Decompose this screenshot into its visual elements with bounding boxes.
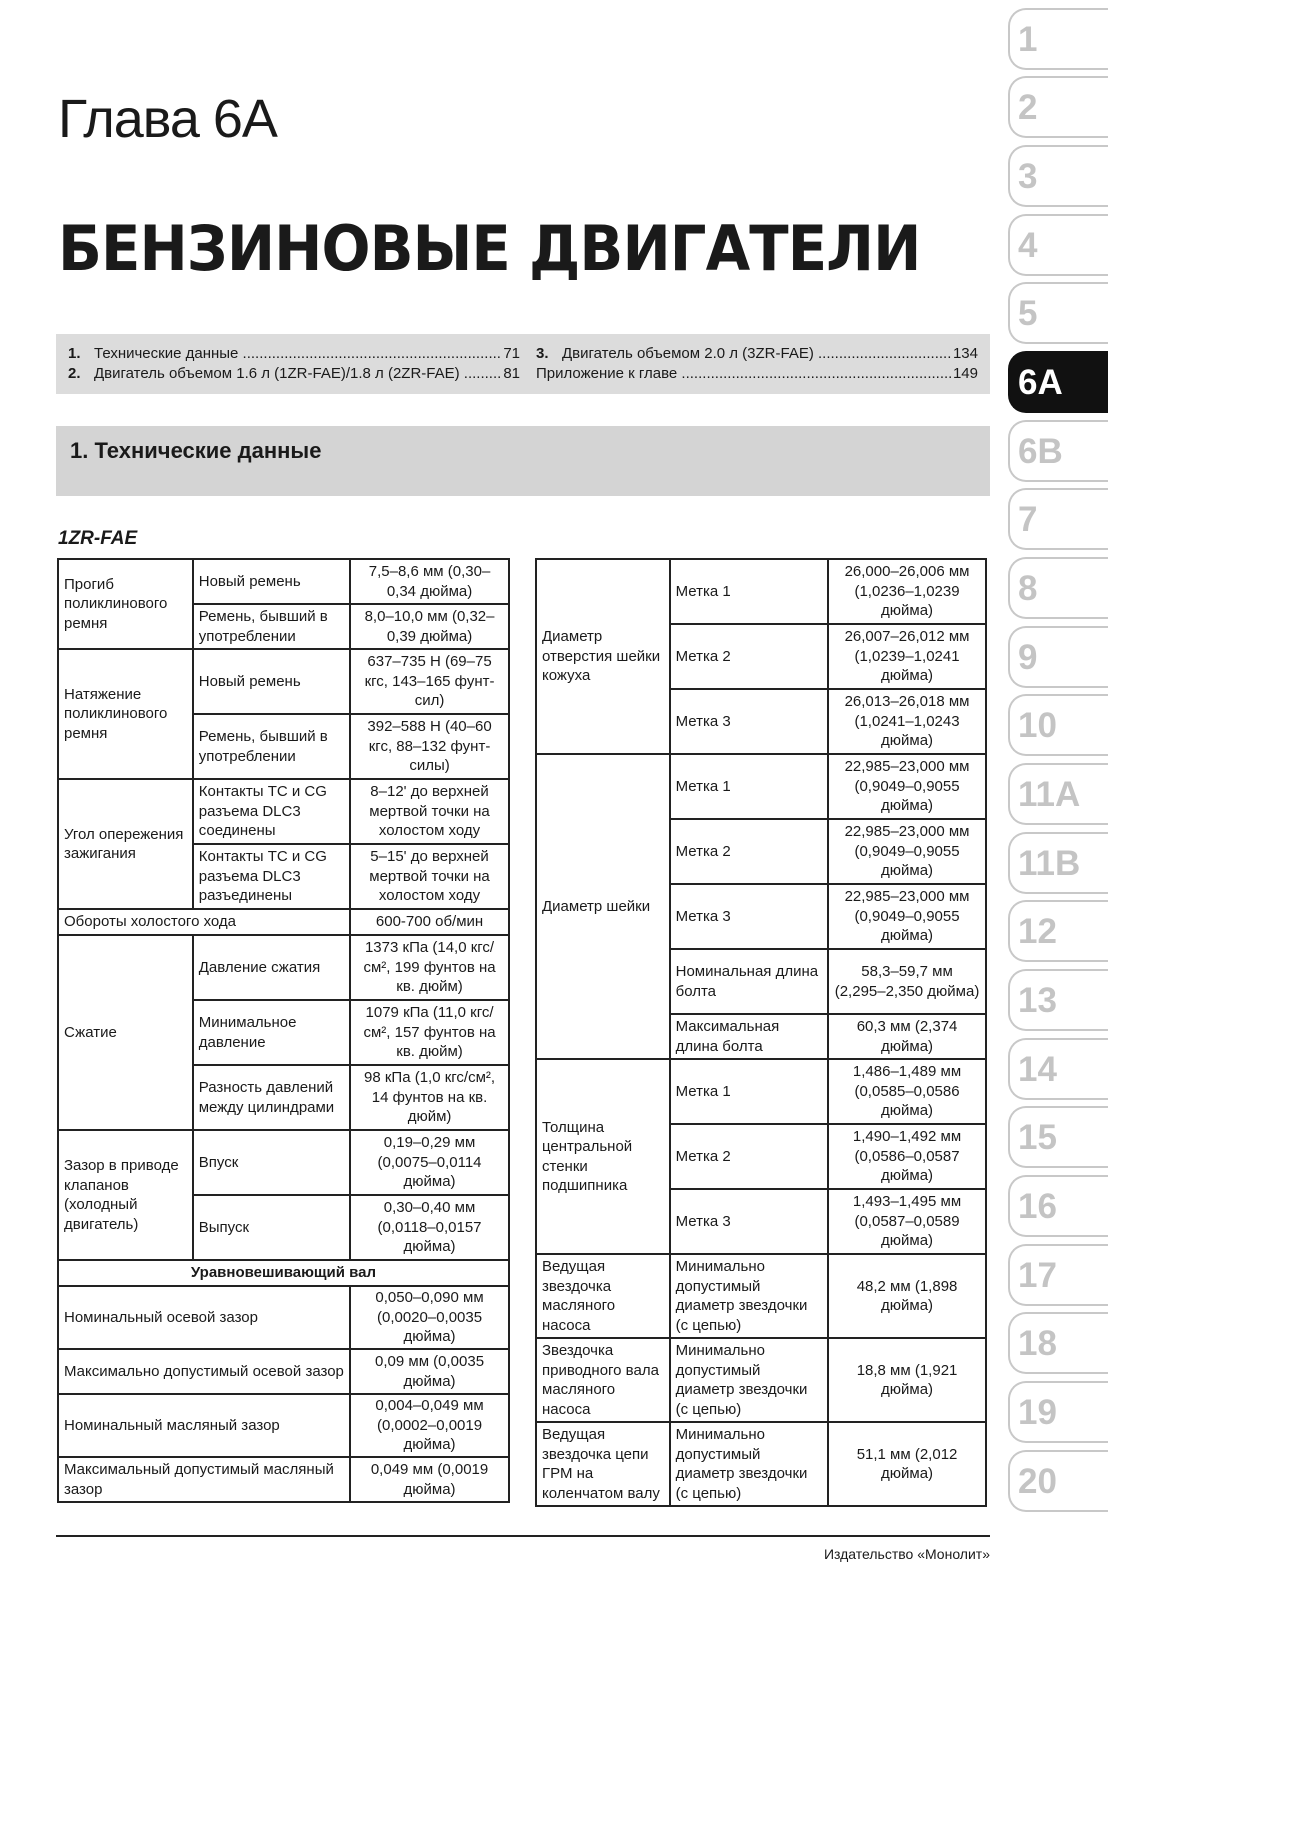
chapter-tab[interactable] <box>1008 763 1108 825</box>
param-sub: Номинальная длина болта <box>670 949 828 1014</box>
table-subheader: Уравновешивающий вал <box>58 1260 509 1286</box>
param-value: 5–15' до верхней мертвой точки на холостом ходу <box>350 844 509 909</box>
tab-label: 14 <box>1018 1050 1057 1089</box>
param-value: 0,09 мм (0,0035 дюйма) <box>350 1349 509 1394</box>
chapter-tab[interactable] <box>1008 488 1108 550</box>
footer-divider <box>56 1535 990 1537</box>
toc-text: Двигатель объемом 2.0 л (3ZR-FAE) ..... <box>562 344 951 364</box>
param-sub: Контакты ТС и CG разъема DLC3 разъединены <box>193 844 350 909</box>
param-label: Ведущая звездочка цепи ГРМ на коленчатом валу <box>536 1422 670 1506</box>
publisher-footer: Издательство «Монолит» <box>823 1546 990 1562</box>
param-label: Сжатие <box>58 935 193 1130</box>
table-row <box>58 935 509 1000</box>
param-label: Номинальный масляный зазор <box>58 1394 350 1457</box>
param-label: Диаметр шейки <box>536 754 670 1059</box>
param-sub: Впуск <box>193 1130 350 1195</box>
tab-label: 13 <box>1018 981 1057 1020</box>
param-value: 1,493–1,495 мм (0,0587–0,0589 дюйма) <box>828 1189 986 1254</box>
chapter-tab[interactable] <box>1008 1312 1108 1374</box>
tab-label: 11А <box>1018 775 1081 814</box>
toc-text: Приложение к главе ..... <box>536 364 951 384</box>
table-row <box>58 649 509 714</box>
tab-label: 1 <box>1018 20 1038 59</box>
tab-label: 11В <box>1018 844 1081 883</box>
param-value: 1079 кПа (11,0 кгс/см², 157 фунтов на кв. дюйм) <box>350 1000 509 1065</box>
table-row <box>58 1349 509 1394</box>
chapter-tab[interactable] <box>1008 214 1108 276</box>
toc-page: 149 <box>952 365 978 382</box>
param-value: 0,19–0,29 мм (0,0075–0,0114 дюйма) <box>350 1130 509 1195</box>
param-label: Ведущая звездочка масляного насоса <box>536 1254 670 1338</box>
toc-text: Двигатель объемом 1.6 л (1ZR-FAE)/1.8 л (2ZR-FAE) ..... <box>94 364 501 384</box>
tab-label: 15 <box>1018 1118 1057 1157</box>
param-label: Обороты холостого хода <box>58 909 350 935</box>
table-row <box>58 1394 509 1457</box>
table-row <box>536 1059 986 1124</box>
param-sub: Минимально допустимый диаметр звездочки (с цепью) <box>670 1338 828 1422</box>
table-row <box>536 754 986 819</box>
toc-entry[interactable] <box>536 344 978 364</box>
param-value: 7,5–8,6 мм (0,30–0,34 дюйма) <box>350 559 509 604</box>
table-row <box>58 909 509 935</box>
param-sub: Минимально допустимый диаметр звездочки (с цепью) <box>670 1254 828 1338</box>
param-value: 26,000–26,006 мм (1,0236–1,0239 дюйма) <box>828 559 986 624</box>
tab-label: 9 <box>1018 638 1038 677</box>
engine-code: 1ZR-FAE <box>58 528 138 549</box>
toc-number: 1. <box>68 345 81 362</box>
tab-label: 3 <box>1018 157 1038 196</box>
toc-page: 71 <box>503 345 520 362</box>
param-label: Прогиб поликлинового ремня <box>58 559 193 649</box>
param-label: Звездочка приводного вала масляного насоса <box>536 1338 670 1422</box>
toc-entry[interactable] <box>68 364 520 384</box>
param-value: 0,004–0,049 мм (0,0002–0,0019 дюйма) <box>350 1394 509 1457</box>
toc-entry[interactable] <box>536 364 978 384</box>
param-value: 600-700 об/мин <box>350 909 509 935</box>
chapter-tab[interactable] <box>1008 145 1108 207</box>
tab-label: 16 <box>1018 1187 1057 1226</box>
param-sub: Новый ремень <box>193 559 350 604</box>
chapter-label: Глава 6А <box>58 89 277 149</box>
tab-label: 20 <box>1018 1462 1057 1501</box>
param-value: 392–588 Н (40–60 кгс, 88–132 фунт-силы) <box>350 714 509 779</box>
param-value: 18,8 мм (1,921 дюйма) <box>828 1338 986 1422</box>
toc-entry[interactable] <box>68 344 520 364</box>
param-value: 22,985–23,000 мм (0,9049–0,9055 дюйма) <box>828 754 986 819</box>
param-label: Натяжение поликлинового ремня <box>58 649 193 779</box>
param-sub: Метка 1 <box>670 754 828 819</box>
tab-label: 2 <box>1018 88 1038 127</box>
chapter-tab[interactable] <box>1008 557 1108 619</box>
table-row <box>58 1457 509 1502</box>
chapter-tab[interactable] <box>1008 1244 1108 1306</box>
chapter-tab[interactable] <box>1008 76 1108 138</box>
chapter-tab[interactable] <box>1008 969 1108 1031</box>
param-value: 8–12' до верхней мертвой точки на холостом ходу <box>350 779 509 844</box>
tab-label: 6А <box>1018 363 1063 402</box>
param-sub: Метка 3 <box>670 1189 828 1254</box>
param-value: 0,049 мм (0,0019 дюйма) <box>350 1457 509 1502</box>
param-value: 26,007–26,012 мм (1,0239–1,0241 дюйма) <box>828 624 986 689</box>
page-title: БЕНЗИНОВЫЕ ДВИГАТЕЛИ <box>58 212 921 285</box>
toc-text: Технические данные ..... <box>94 344 501 364</box>
chapter-tab[interactable] <box>1008 282 1108 344</box>
tab-label: 6В <box>1018 432 1063 471</box>
table-row <box>58 559 509 604</box>
param-value: 1373 кПа (14,0 кгс/см², 199 фунтов на кв. дюйм) <box>350 935 509 1000</box>
param-value: 1,486–1,489 мм (0,0585–0,0586 дюйма) <box>828 1059 986 1124</box>
param-value: 58,3–59,7 мм (2,295–2,350 дюйма) <box>828 949 986 1014</box>
param-value: 8,0–10,0 мм (0,32–0,39 дюйма) <box>350 604 509 649</box>
table-row <box>58 779 509 844</box>
chapter-tab-active[interactable] <box>1008 351 1108 413</box>
tab-label: 12 <box>1018 912 1057 951</box>
param-sub: Новый ремень <box>193 649 350 714</box>
tab-label: 10 <box>1018 706 1057 745</box>
param-label: Диаметр отверстия шейки кожуха <box>536 559 670 754</box>
chapter-tab[interactable] <box>1008 900 1108 962</box>
param-label: Максимальный допустимый масляный зазор <box>58 1457 350 1502</box>
tab-label: 8 <box>1018 569 1038 608</box>
chapter-tab[interactable] <box>1008 1175 1108 1237</box>
chapter-tab[interactable] <box>1008 1381 1108 1443</box>
tab-label: 7 <box>1018 500 1038 539</box>
table-row <box>536 1422 986 1506</box>
param-sub: Давление сжатия <box>193 935 350 1000</box>
spec-table-left <box>57 558 510 1503</box>
param-sub: Метка 2 <box>670 819 828 884</box>
param-sub: Минимальное давление <box>193 1000 350 1065</box>
param-value: 637–735 Н (69–75 кгс, 143–165 фунт-сил) <box>350 649 509 714</box>
tab-label: 17 <box>1018 1256 1057 1295</box>
param-sub: Минимально допустимый диаметр звездочки (с цепью) <box>670 1422 828 1506</box>
chapter-tab[interactable] <box>1008 8 1108 70</box>
toc-number: 3. <box>536 345 549 362</box>
param-label: Максимально допустимый осевой зазор <box>58 1349 350 1394</box>
param-label: Номинальный осевой зазор <box>58 1286 350 1349</box>
param-sub: Выпуск <box>193 1195 350 1260</box>
param-sub: Метка 1 <box>670 1059 828 1124</box>
chapter-tab[interactable] <box>1008 626 1108 688</box>
param-label: Угол опережения зажигания <box>58 779 193 909</box>
param-value: 48,2 мм (1,898 дюйма) <box>828 1254 986 1338</box>
param-value: 0,050–0,090 мм (0,0020–0,0035 дюйма) <box>350 1286 509 1349</box>
chapter-tab[interactable] <box>1008 1450 1108 1512</box>
param-value: 98 кПа (1,0 кгс/см², 14 фунтов на кв. дюйм) <box>350 1065 509 1130</box>
toc-page: 81 <box>503 365 520 382</box>
chapter-tab[interactable] <box>1008 694 1108 756</box>
param-value: 22,985–23,000 мм (0,9049–0,9055 дюйма) <box>828 884 986 949</box>
table-row <box>58 1286 509 1349</box>
table-of-contents <box>56 334 990 394</box>
toc-page: 134 <box>952 345 978 362</box>
chapter-tab[interactable] <box>1008 1106 1108 1168</box>
param-value: 22,985–23,000 мм (0,9049–0,9055 дюйма) <box>828 819 986 884</box>
param-sub: Ремень, бывший в употреблении <box>193 714 350 779</box>
param-value: 60,3 мм (2,374 дюйма) <box>828 1014 986 1059</box>
param-sub: Метка 3 <box>670 689 828 754</box>
param-label: Зазор в приводе клапанов (холодный двигатель) <box>58 1130 193 1260</box>
param-sub: Метка 1 <box>670 559 828 624</box>
param-value: 1,490–1,492 мм (0,0586–0,0587 дюйма) <box>828 1124 986 1189</box>
param-sub: Метка 2 <box>670 1124 828 1189</box>
chapter-tab[interactable] <box>1008 832 1108 894</box>
spec-table-right <box>535 558 987 1507</box>
table-row <box>536 1254 986 1338</box>
param-value: 26,013–26,018 мм (1,0241–1,0243 дюйма) <box>828 689 986 754</box>
tab-label: 5 <box>1018 294 1038 333</box>
table-row <box>58 1260 509 1286</box>
param-sub: Метка 3 <box>670 884 828 949</box>
param-sub: Ремень, бывший в употреблении <box>193 604 350 649</box>
param-sub: Максимальная длина болта <box>670 1014 828 1059</box>
param-sub: Контакты ТС и CG разъема DLC3 соединены <box>193 779 350 844</box>
chapter-tab[interactable] <box>1008 1038 1108 1100</box>
param-value: 0,30–0,40 мм (0,0118–0,0157 дюйма) <box>350 1195 509 1260</box>
chapter-tab[interactable] <box>1008 420 1108 482</box>
param-sub: Разность давлений между цилиндрами <box>193 1065 350 1130</box>
section-heading <box>56 426 990 496</box>
table-row <box>58 1130 509 1195</box>
tab-label: 4 <box>1018 226 1038 265</box>
table-row <box>536 1338 986 1422</box>
param-value: 51,1 мм (2,012 дюйма) <box>828 1422 986 1506</box>
toc-number: 2. <box>68 365 81 382</box>
tab-label: 19 <box>1018 1393 1057 1432</box>
param-sub: Метка 2 <box>670 624 828 689</box>
tab-label: 18 <box>1018 1324 1057 1363</box>
table-row <box>536 559 986 624</box>
param-label: Толщина центральной стенки подшипника <box>536 1059 670 1254</box>
section-title: 1. Технические данные <box>70 438 322 463</box>
